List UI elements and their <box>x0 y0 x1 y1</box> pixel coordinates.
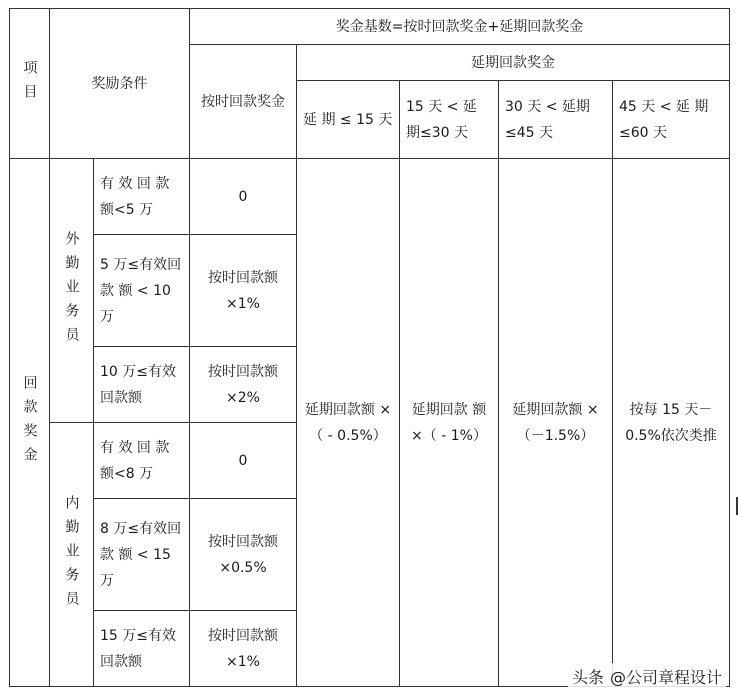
ontime-cell: 按时回款额 ×0.5% <box>190 499 297 611</box>
ontime-cell: 按时回款额 ×2% <box>190 347 297 423</box>
delay-col-4: 45 天 < 延 期 ≤60 天 <box>613 81 730 159</box>
delay-header: 延期回款奖金 <box>297 45 730 81</box>
row-group-cell <box>10 159 50 687</box>
delay-value-1: 延期回款额 ×（ - 0.5%） <box>297 159 400 687</box>
condition-cell: 10 万≤有效回款额 <box>94 347 190 423</box>
condition-cell: 有 效 回 款 额<5 万 <box>94 159 190 235</box>
condition-header: 奖励条件 <box>50 9 190 159</box>
outside-label: 外勤业务员 <box>63 230 80 351</box>
row-group-label: 回款奖金 <box>21 374 38 471</box>
condition-cell: 15 万≤有效回款额 <box>94 611 190 687</box>
outside-cell <box>50 159 94 423</box>
ontime-header: 按时回款奖金 <box>190 45 297 159</box>
ontime-cell: 按时回款额 ×1% <box>190 611 297 687</box>
delay-col-2: 15 天 < 延 期≤30 天 <box>400 81 499 159</box>
watermark <box>568 663 726 690</box>
watermark-handle: @公司章程设计 <box>609 668 722 687</box>
bonus-table <box>9 8 730 687</box>
delay-col-1: 延 期 ≤ 15 天 <box>297 81 400 159</box>
delay-value-4: 按每 15 天－ 0.5%依次类推 <box>613 159 730 687</box>
base-header: 奖金基数=按时回款奖金+延期回款奖金 <box>190 9 730 45</box>
delay-value-2: 延期回款 额×（ - 1%） <box>400 159 499 687</box>
delay-value-3: 延期回款额 ×（－1.5%） <box>499 159 613 687</box>
ontime-cell: 0 <box>190 423 297 499</box>
inside-cell <box>50 423 94 687</box>
condition-cell: 5 万≤有效回 款 额 < 10 万 <box>94 235 190 347</box>
item-header: 项目 <box>21 59 38 108</box>
ontime-cell: 按时回款额 ×1% <box>190 235 297 347</box>
inside-label: 内勤业务员 <box>63 494 80 615</box>
condition-cell: 有 效 回 款 额<8 万 <box>94 423 190 499</box>
watermark-prefix: 头条 <box>571 668 604 687</box>
item-header-cell <box>10 9 50 159</box>
delay-col-3: 30 天 < 延期 ≤45 天 <box>499 81 613 159</box>
ontime-cell: 0 <box>190 159 297 235</box>
condition-cell: 8 万≤有效回 款 额 < 15 万 <box>94 499 190 611</box>
